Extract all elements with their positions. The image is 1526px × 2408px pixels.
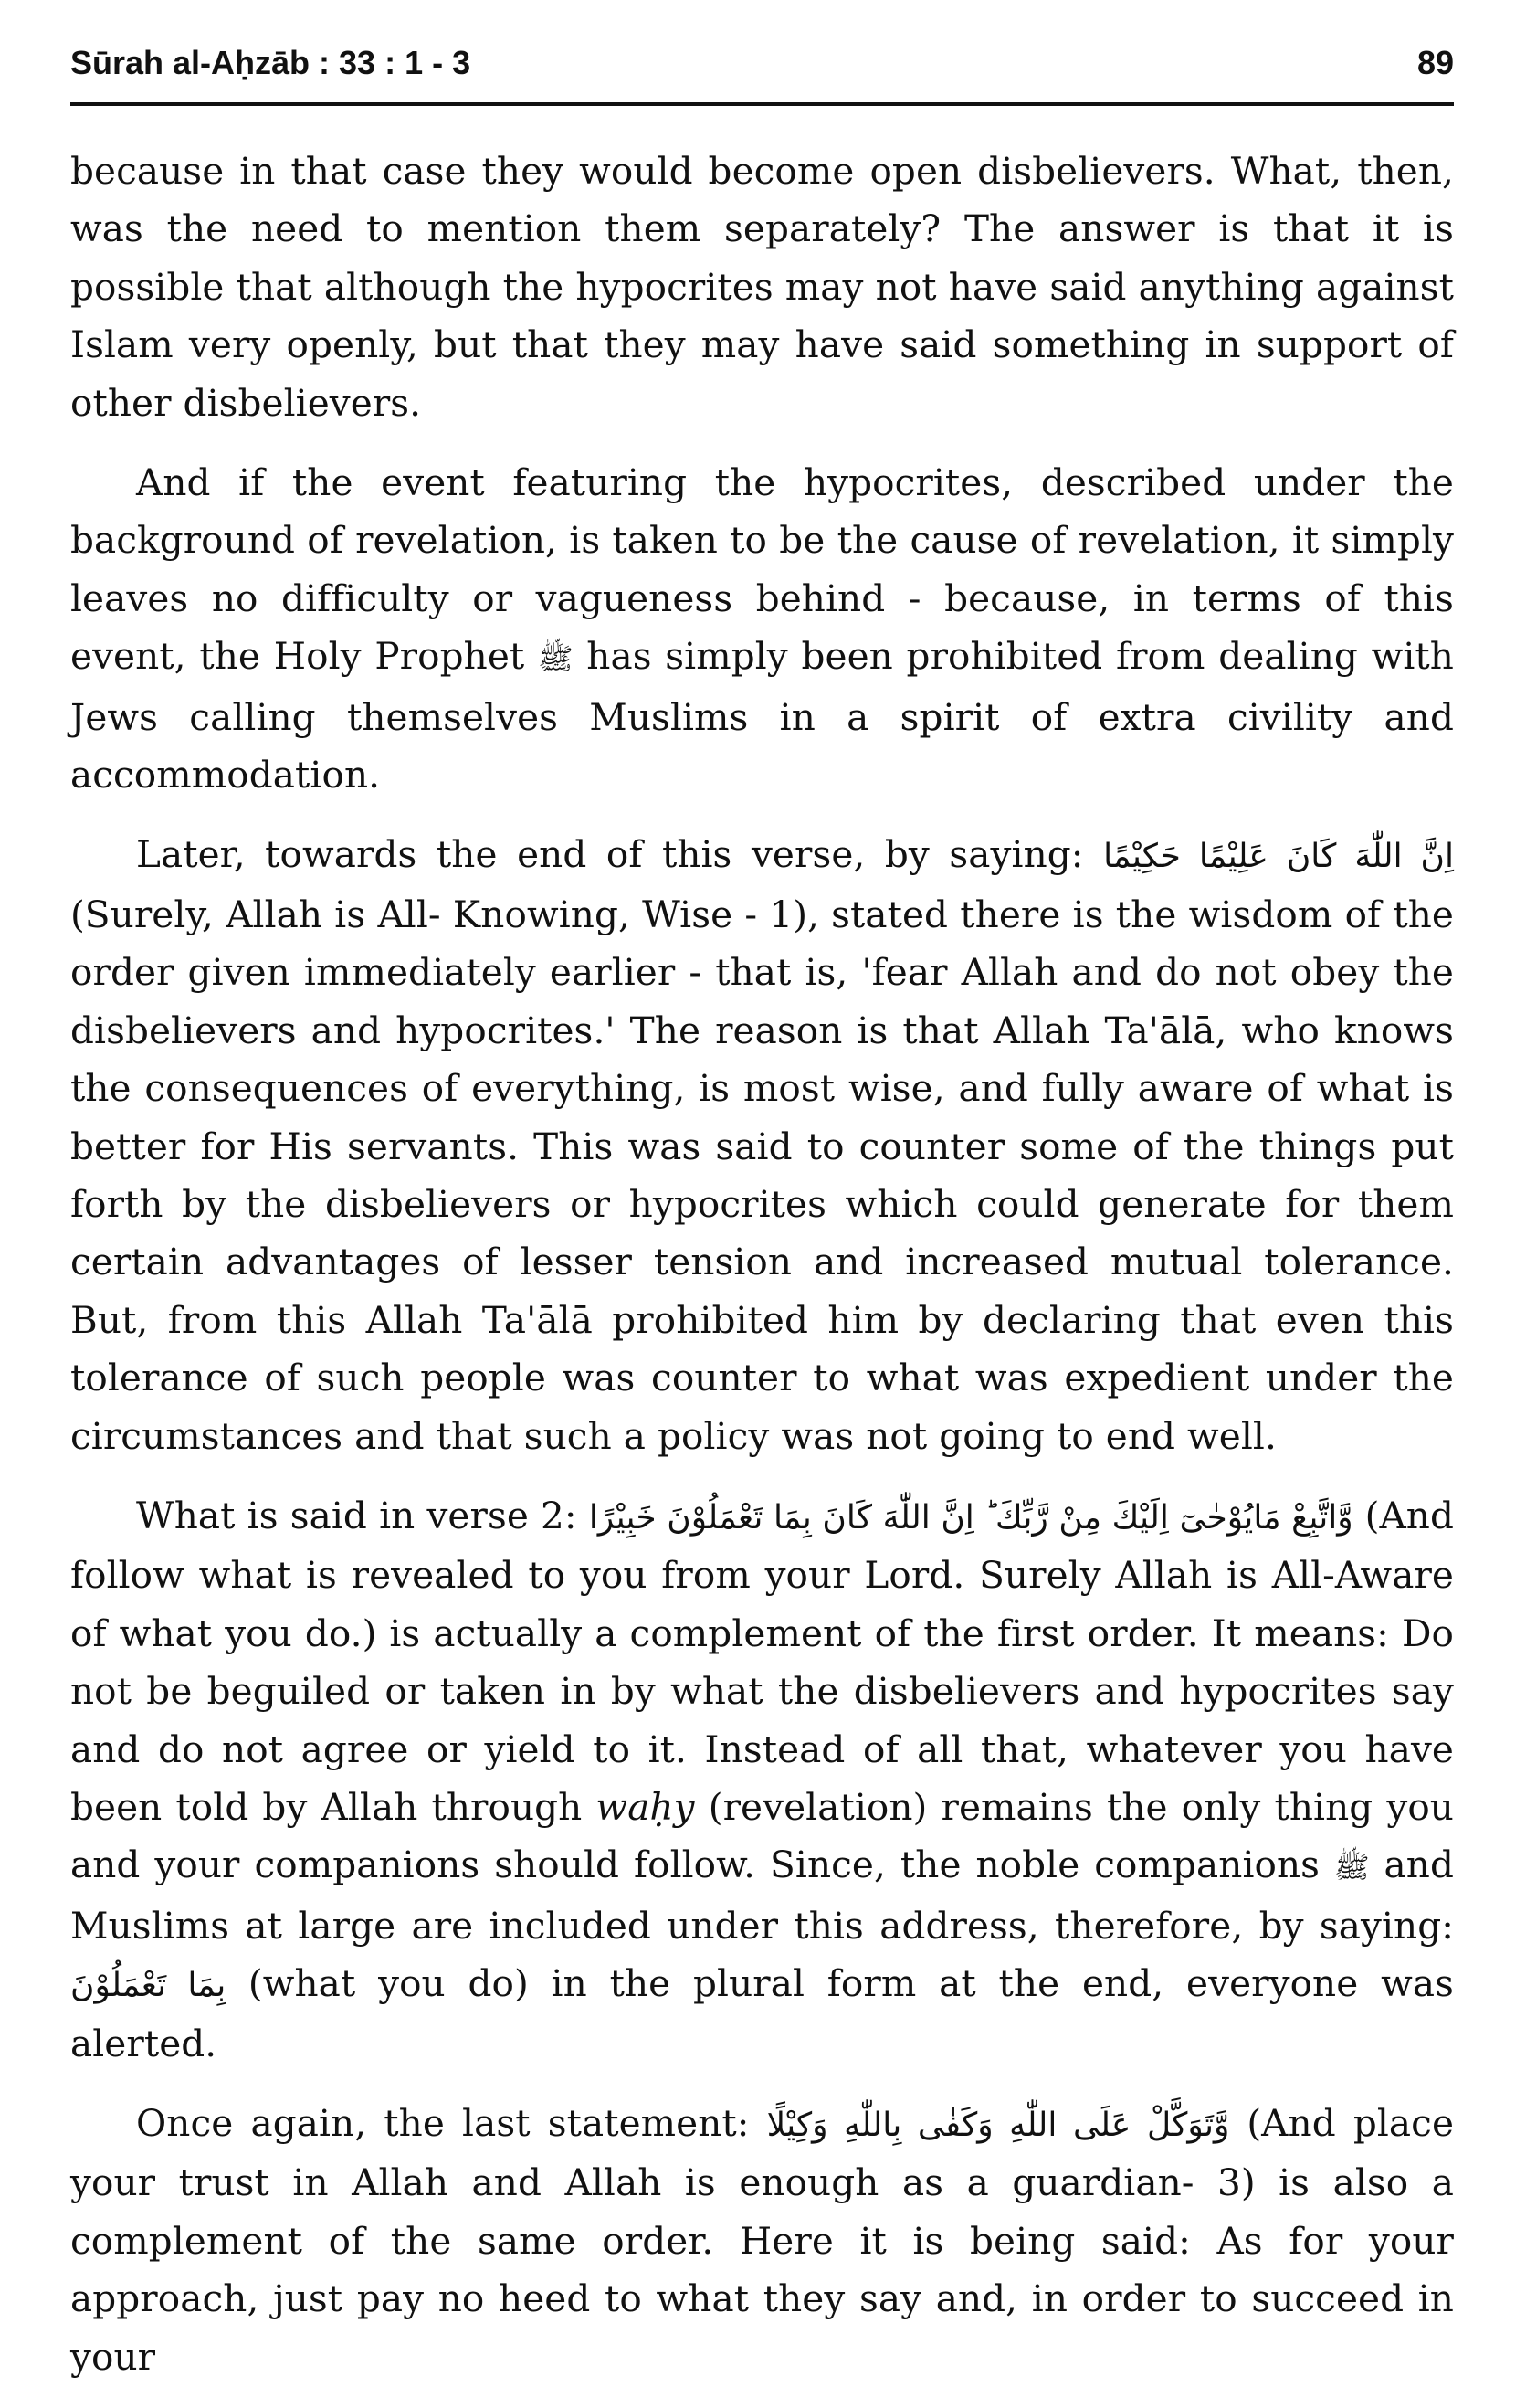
- running-title: Sūrah al-Aḥzāb : 33 : 1 - 3: [70, 44, 471, 81]
- paragraph-2: [70, 454, 1454, 804]
- paragraph-3: [70, 826, 1454, 1464]
- arabic-phrase-quote: بِمَا تَعْمَلُوْنَ: [70, 1967, 226, 2005]
- paragraph-3-text-a: Later, towards the end of this verse, by saying:: [136, 832, 1084, 877]
- paragraph-4-text-b: (And follow what is revealed to you from your Lord. Surely Allah is All-Aware of what you do.) is actually a complement of the first order. It means: Do not be beguiled or taken in by what the disbelievers and hypocrites say and do not agree or yield to it. Instead of all that, whatever you have been told by Allah through: [70, 1493, 1455, 1829]
- paragraph-4-text-c: (revelation) remains the only thing you and your companions should follow. Since, the noble companions: [70, 1784, 1454, 1887]
- paragraph-1: [70, 143, 1454, 432]
- page-number: 89: [1416, 44, 1454, 81]
- arabic-verse-quote: وَّتَوَكَّلْ عَلَى اللّٰهِ وَكَفٰى بِاللّٰهِ وَكِيْلًا: [766, 2107, 1230, 2144]
- arabic-verse-quote: وَّاتَّبِعْ مَايُوْحٰىٓ اِلَيْكَ مِنْ رَّبِّكَ ؕ اِنَّ اللّٰهَ كَانَ بِمَا تَعْمَلُوْنَ خَبِيْرًا: [588, 1498, 1353, 1537]
- companions-honorific: ﷺ: [1334, 1850, 1370, 1885]
- italic-term: waḥy: [595, 1784, 695, 1829]
- paragraph-5-text-a: Once again, the last statement:: [136, 2101, 750, 2145]
- header-rule: [70, 102, 1454, 106]
- paragraph-1-text: because in that case they would become open disbelievers. What, then, was the need to mention them separately? The answer is that it is possible that although the hypocrites may not have said anything against Islam very openly, but that they may have said something in support of other disbelievers.: [70, 149, 1454, 425]
- paragraph-2-text-a: And if the event featuring the hypocrites, described under the background of revelation, is taken to be the cause of revelation, it simply leaves no difficulty or vagueness behind - because, in terms of this event, the Holy Prophet: [70, 460, 1454, 679]
- body-text: [70, 143, 1454, 2386]
- paragraph-4-text-e: (what you do) in the plural form at the end, everyone was alerted.: [70, 1961, 1454, 2065]
- paragraph-5: [70, 2095, 1454, 2386]
- book-page: [70, 27, 1454, 2408]
- paragraph-5-text-b: (And place your trust in Allah and Allah is enough as a guardian- 3) is also a complement of the same order. Here it is being said: As for your approach, just pay no heed to what they say and, in order to succeed in your: [70, 2101, 1455, 2379]
- running-header: [70, 27, 1454, 99]
- paragraph-4-text-a: What is said in verse 2:: [136, 1493, 577, 1537]
- salutation-honorific: ﷺ: [538, 641, 574, 677]
- paragraph-2-text-b: has simply been prohibited from dealing with Jews calling themselves Muslims in a spirit of extra civility and accommodation.: [70, 634, 1454, 797]
- paragraph-4: [70, 1487, 1454, 2073]
- arabic-verse-quote: اِنَّ اللّٰهَ كَانَ عَلِيْمًا حَكِيْمًا: [1103, 838, 1454, 876]
- paragraph-3-text-b: (Surely, Allah is All- Knowing, Wise - 1), stated there is the wisdom of the order given immediately earlier - that is, 'fear Allah and do not obey the disbelievers and hypocrites.' The reason is that Allah Ta'ālā, who knows the consequences of everything, is most wise, and fully aware of what is better for His servants. This was said to counter some of the things put forth by the disbelievers or hypocrites which could generate for them certain advantages of lesser tension and increased mutual tolerance. But, from this Allah Ta'ālā prohibited him by declaring that even this tolerance of such people was counter to what was expedient under the circumstances and that such a policy was not going to end well.: [70, 892, 1454, 1458]
- paragraph-4-text-d: and Muslims at large are included under this address, therefore, by saying:: [70, 1843, 1454, 1948]
